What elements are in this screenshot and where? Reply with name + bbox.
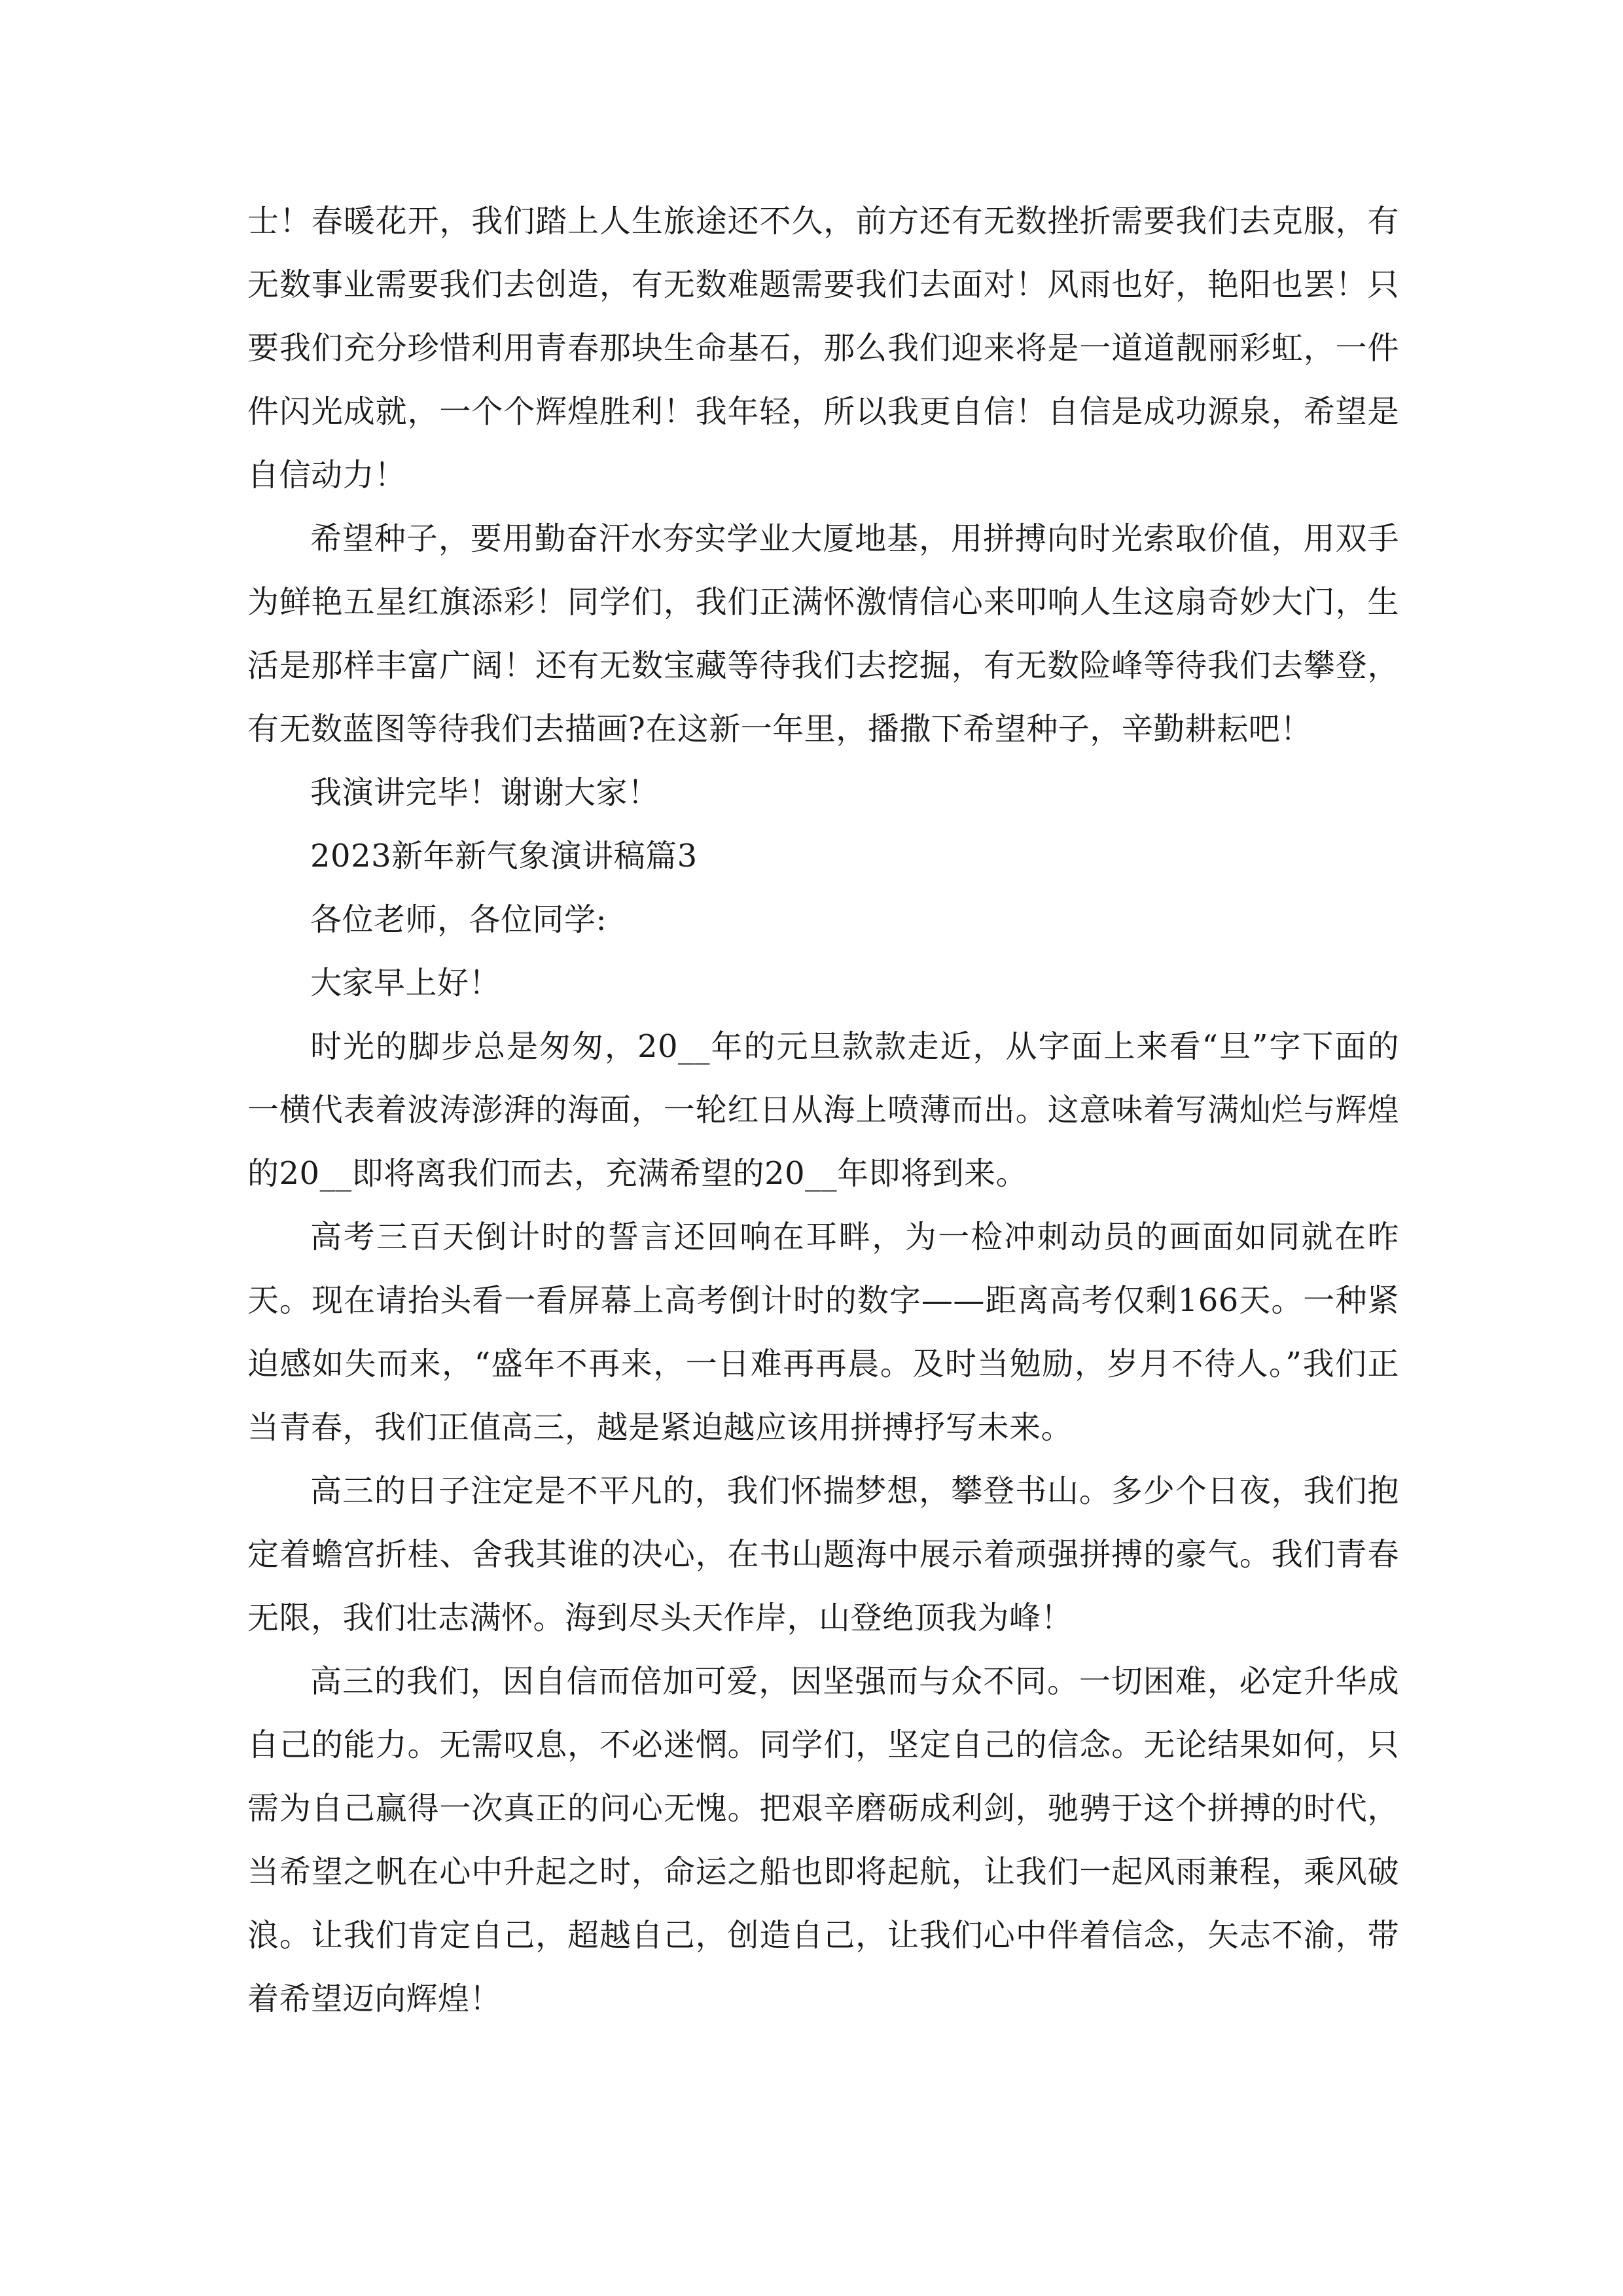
paragraph-salutation: 各位老师，各位同学: <box>310 901 607 938</box>
paragraph-conclusion: 高三的我们，因自信而倍加可爱，因坚强而与众不同。一切困难，必定升华成自己的能力。无需叹息，不必迷惘。同学们，坚定自己的信念。无论结果如何，只需为自己赢得一次真正的问心无愧。把艰辛磨砺成利剑，驰骋于这个拼搏的时代，当希望之帆在心中升起之时，命运之船也即将起航，让我们一起风雨兼程，乘风破浪。让我们肯定自己，超越自己，创造自己，让我们心中伴着信念，矢志不渝，带着希望迈向辉煌！ <box>247 1663 1399 2017</box>
paragraph-new-year: 时光的脚步总是匆匆，20__年的元旦款款走近，从字面上来看“旦”字下面的一横代表着波涛澎湃的海面，一轮红日从海上喷薄而出。这意味着写满灿烂与辉煌的20__即将离我们而去，充满希望的20__年即将到来。 <box>247 1028 1399 1192</box>
paragraph-continuation: 士！春暖花开，我们踏上人生旅途还不久，前方还有无数挫折需要我们去克服，有无数事业需要我们去创造，有无数难题需要我们去面对！风雨也好，艳阳也罢！只要我们充分珍惜利用青春那块生命基石，那么我们迎来将是一道道靓丽彩虹，一件件闪光成就，一个个辉煌胜利！我年轻，所以我更自信！自信是成功源泉，希望是自信动力！ <box>247 203 1399 493</box>
paragraph-senior-days: 高三的日子注定是不平凡的，我们怀揣梦想，攀登书山。多少个日夜，我们抱定着蟾宫折桂、舍我其谁的决心，在书山题海中展示着顽强拼搏的豪气。我们青春无限，我们壮志满怀。海到尽头天作岸，山登绝顶我为峰！ <box>247 1473 1399 1636</box>
paragraph-closing-thanks: 我演讲完毕！谢谢大家！ <box>310 774 660 811</box>
document-body <box>247 190 1399 2031</box>
paragraph-greeting: 大家早上好！ <box>310 965 501 1001</box>
paragraph-countdown: 高考三百天倒计时的誓言还回响在耳畔，为一检冲刺动员的画面如同就在昨天。现在请抬头看一看屏幕上高考倒计时的数字——距离高考仅剩166天。一种紧迫感如失而来，“盛年不再来，一日难再再晨。及时当勉励，岁月不待人。”我们正当青春，我们正值高三，越是紧迫越应该用拼搏抒写未来。 <box>247 1219 1399 1446</box>
section-heading: 2023新年新气象演讲稿篇3 <box>310 838 698 874</box>
paragraph-hope-seeds: 希望种子，要用勤奋汗水夯实学业大厦地基，用拼搏向时光索取价值，用双手为鲜艳五星红旗添彩！同学们，我们正满怀激情信心来叩响人生这扇奇妙大门，生活是那样丰富广阔！还有无数宝藏等待我们去挖掘，有无数险峰等待我们去攀登，有无数蓝图等待我们去描画?在这新一年里，播撒下希望种子，辛勤耕耘吧！ <box>247 520 1399 747</box>
